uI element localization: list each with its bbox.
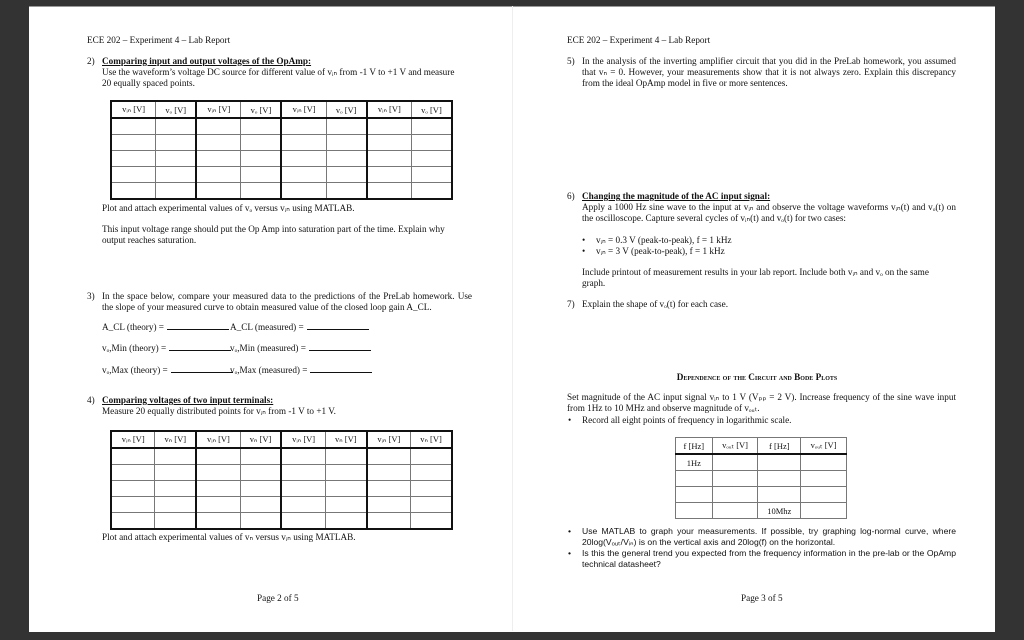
q5-text: In the analysis of the inverting amplifier circuit that you did in the PreLab homework, you assumed that vₙ = 0. However, your measurements show that it is not always zero. Explain this discrepancy from the ideal OpAmp model in five or more sentences.	[582, 56, 956, 88]
table-cell[interactable]	[758, 471, 801, 487]
table-cell[interactable]	[196, 183, 241, 200]
acl-measured-label: A_CL (measured) =	[230, 322, 369, 333]
table-cell[interactable]	[156, 183, 196, 200]
table-row	[111, 118, 452, 135]
table-cell[interactable]	[325, 465, 366, 481]
table-cell[interactable]	[155, 465, 196, 481]
table-row	[111, 497, 452, 513]
table-cell[interactable]	[111, 481, 155, 497]
table-cell[interactable]	[241, 151, 281, 167]
vo-max-theory-label: vₒ,Max (theory) =	[102, 365, 233, 376]
table-cell[interactable]	[155, 497, 196, 513]
bode-bullet: • Record all eight points of frequency in logarithmic scale.	[582, 415, 791, 426]
table-cell[interactable]	[281, 513, 325, 530]
page-footer: Page 3 of 5	[741, 593, 783, 603]
acl-theory-label: A_CL (theory) =	[102, 322, 229, 333]
table-row	[111, 135, 452, 151]
column-header: vₒᵤₜ [V]	[712, 438, 758, 455]
column-header: vₙ [V]	[411, 431, 452, 448]
table-cell[interactable]	[240, 481, 281, 497]
column-header: vᵢₙ [V]	[196, 101, 241, 118]
table-cell[interactable]	[326, 183, 366, 200]
column-header: vᵢₙ [V]	[111, 431, 155, 448]
table-cell[interactable]	[411, 481, 452, 497]
q2-saturation-text: This input voltage range should put the Op Amp into saturation part of the time. Explain why output reaches saturation.	[102, 224, 445, 245]
q6-title: Changing the magnitude of the AC input signal:	[582, 191, 771, 201]
q6-number: 6)	[567, 191, 575, 201]
column-header: vₙ [V]	[325, 431, 366, 448]
table-cell[interactable]	[196, 151, 241, 167]
table-cell[interactable]	[155, 513, 196, 530]
q2-line1: Use the waveform’s voltage DC source for different value of vᵢₙ from -1 V to +1 V and measure	[102, 67, 455, 77]
table-cell[interactable]	[156, 167, 196, 183]
table-cell[interactable]	[156, 151, 196, 167]
column-header: vᵢₙ [V]	[196, 431, 240, 448]
q6-bullet: • vᵢₙ = 3 V (peak-to-peak), f = 1 kHz	[596, 246, 725, 257]
table-cell[interactable]	[281, 465, 325, 481]
table-cell[interactable]	[801, 487, 847, 503]
column-header: vᵢₙ [V]	[281, 431, 325, 448]
bode-heading: Dependence of the Circuit and Bode Plots	[676, 372, 838, 382]
column-header: f [Hz]	[676, 438, 713, 455]
column-header: vᵢₙ [V]	[367, 101, 412, 118]
table-cell[interactable]	[676, 503, 713, 519]
table-cell[interactable]	[411, 465, 452, 481]
table-cell[interactable]	[326, 167, 366, 183]
column-header: vₒ [V]	[326, 101, 366, 118]
bode-bullet: • Is this the general trend you expected from the frequency information in the pre-lab or the OpAmp technical datasheet?	[582, 548, 956, 570]
table-cell[interactable]	[241, 118, 281, 135]
column-header: vₙ [V]	[240, 431, 281, 448]
vo-min-measured-label: vₒ,Min (measured) =	[230, 343, 371, 354]
bode-text: Set magnitude of the AC input signal vᵢₙ to 1 V (Vₚₚ = 2 V). Increase frequency of the sine wave input from 1Hz to 10 MHz and observe magnitude of vₒᵤₜ.	[567, 392, 956, 413]
table-cell[interactable]	[411, 151, 452, 167]
table-cell[interactable]	[367, 118, 412, 135]
table-cell[interactable]	[196, 513, 240, 530]
table-row	[676, 487, 847, 503]
table-row	[676, 503, 847, 519]
q3-text: In the space below, compare your measured data to the predictions of the PreLab homework. Use the slope of your measured curve to obtain measured value of the closed loop gain A_CL.	[102, 291, 472, 312]
table-cell[interactable]	[801, 471, 847, 487]
table-cell[interactable]	[801, 503, 847, 519]
column-header: vᵢₙ [V]	[367, 431, 411, 448]
vin-vn-table	[110, 430, 453, 530]
table-cell[interactable]	[367, 135, 412, 151]
table-cell[interactable]	[712, 503, 758, 519]
table-row	[111, 481, 452, 497]
table-cell[interactable]	[111, 118, 156, 135]
column-header: vₒ [V]	[411, 101, 452, 118]
q4-title: Comparing voltages of two input terminals:	[102, 395, 274, 405]
table-cell[interactable]	[712, 454, 758, 471]
table-cell[interactable]	[196, 481, 240, 497]
page-header: ECE 202 – Experiment 4 – Lab Report	[87, 35, 231, 45]
q4-line1: Measure 20 equally distributed points for vᵢₙ from -1 V to +1 V.	[102, 406, 336, 416]
table-cell[interactable]	[367, 448, 411, 465]
table-cell[interactable]	[196, 135, 241, 151]
table-cell[interactable]	[281, 135, 326, 151]
table-cell[interactable]	[281, 183, 326, 200]
table-row	[111, 167, 452, 183]
table-cell[interactable]	[758, 454, 801, 471]
q3-number: 3)	[87, 291, 95, 301]
column-header: vₒ [V]	[156, 101, 196, 118]
bode-bullet: • Use MATLAB to graph your measurements. If possible, try graphing log-normal curve, where 20log(Vₒᵤₜ/Vᵢₙ) is on the vertical axis and 20log(f) on the horizontal.	[582, 526, 956, 548]
table-row	[676, 454, 847, 471]
table-cell[interactable]	[758, 487, 801, 503]
table-row	[111, 151, 452, 167]
table-cell[interactable]	[156, 118, 196, 135]
table-cell[interactable]	[111, 135, 156, 151]
column-header: f [Hz]	[758, 438, 801, 455]
table-cell[interactable]	[196, 465, 240, 481]
table-cell[interactable]	[676, 487, 713, 503]
q2-line2: 20 equally spaced points.	[102, 78, 195, 88]
table-cell[interactable]	[196, 118, 241, 135]
table-cell[interactable]	[111, 151, 156, 167]
vo-max-measured-label: vₒ,Max (measured) =	[230, 365, 372, 376]
table-cell[interactable]	[411, 183, 452, 200]
table-row	[111, 513, 452, 530]
q2-number: 2)	[87, 56, 95, 66]
page-divider	[512, 6, 513, 631]
q5-number: 5)	[567, 56, 575, 66]
q2-title: Comparing input and output voltages of the OpAmp:	[102, 56, 312, 66]
table-cell[interactable]	[111, 465, 155, 481]
table-cell[interactable]	[367, 183, 412, 200]
table-cell[interactable]	[241, 167, 281, 183]
table-cell[interactable]	[411, 497, 452, 513]
table-cell[interactable]	[281, 118, 326, 135]
table-cell[interactable]	[196, 497, 240, 513]
table-cell[interactable]	[156, 135, 196, 151]
table-row	[111, 448, 452, 465]
table-cell[interactable]	[367, 513, 411, 530]
q4-plot-text: Plot and attach experimental values of vₙ versus vᵢₙ using MATLAB.	[102, 532, 356, 542]
table-cell[interactable]	[367, 167, 412, 183]
table-cell[interactable]	[411, 448, 452, 465]
table-cell[interactable]	[281, 448, 325, 465]
table-cell[interactable]	[325, 481, 366, 497]
q6-bullet: • vᵢₙ = 0.3 V (peak-to-peak), f = 1 kHz	[596, 235, 732, 246]
table-cell[interactable]	[196, 448, 240, 465]
table-cell[interactable]	[240, 465, 281, 481]
table-cell[interactable]	[240, 497, 281, 513]
table-cell[interactable]	[281, 167, 326, 183]
table-cell[interactable]	[281, 497, 325, 513]
column-header: vᵢₙ [V]	[281, 101, 326, 118]
table-cell[interactable]	[111, 183, 156, 200]
table-cell[interactable]	[367, 497, 411, 513]
table-cell[interactable]	[111, 448, 155, 465]
table-cell[interactable]	[155, 448, 196, 465]
column-header: vₒᵤₜ [V]	[801, 438, 847, 455]
table-cell[interactable]	[712, 471, 758, 487]
table-row	[111, 183, 452, 200]
table-cell[interactable]	[241, 183, 281, 200]
table-cell[interactable]: 10Mhz	[758, 503, 801, 519]
q6-text: Apply a 1000 Hz sine wave to the input at vᵢₙ and observe the voltage waveforms vᵢₙ(t) and vₒ(t) on the oscilloscope. Capture several cycles of vᵢₙ(t) and vₒ(t) for two cases:	[582, 202, 956, 223]
table-cell[interactable]	[411, 135, 452, 151]
column-header: vₒ [V]	[241, 101, 281, 118]
table-cell[interactable]	[676, 471, 713, 487]
q6-include-text: Include printout of measurement results in your lab report. Include both vᵢₙ and vₒ on the same graph.	[582, 267, 929, 288]
table-cell[interactable]	[325, 448, 366, 465]
q4-number: 4)	[87, 395, 95, 405]
q2-plot-text: Plot and attach experimental values of vₒ versus vᵢₙ using MATLAB.	[102, 203, 355, 213]
column-header: vᵢₙ [V]	[111, 101, 156, 118]
vin-vo-table	[110, 100, 453, 200]
table-cell[interactable]	[801, 454, 847, 471]
table-row	[676, 471, 847, 487]
table-cell[interactable]	[367, 481, 411, 497]
table-cell[interactable]	[111, 497, 155, 513]
table-cell[interactable]	[241, 135, 281, 151]
table-cell[interactable]	[111, 167, 156, 183]
table-cell[interactable]	[411, 118, 452, 135]
page-header: ECE 202 – Experiment 4 – Lab Report	[567, 35, 711, 45]
vo-min-theory-label: vₒ,Min (theory) =	[102, 343, 231, 354]
table-cell[interactable]	[411, 513, 452, 530]
table-cell[interactable]	[325, 513, 366, 530]
table-cell[interactable]	[155, 481, 196, 497]
table-cell[interactable]	[367, 465, 411, 481]
table-cell[interactable]	[326, 151, 366, 167]
frequency-table	[675, 437, 847, 519]
table-cell[interactable]	[326, 135, 366, 151]
table-cell[interactable]	[240, 448, 281, 465]
table-cell[interactable]	[367, 151, 412, 167]
table-cell[interactable]	[240, 513, 281, 530]
table-cell[interactable]: 1Hz	[676, 454, 713, 471]
table-row	[111, 465, 452, 481]
table-cell[interactable]	[325, 497, 366, 513]
table-cell[interactable]	[196, 167, 241, 183]
column-header: vₙ [V]	[155, 431, 196, 448]
table-cell[interactable]	[281, 151, 326, 167]
table-cell[interactable]	[281, 481, 325, 497]
q7-text: Explain the shape of vₒ(t) for each case.	[582, 299, 729, 309]
table-cell[interactable]	[326, 118, 366, 135]
q7-number: 7)	[567, 299, 575, 309]
table-cell[interactable]	[411, 167, 452, 183]
table-cell[interactable]	[712, 487, 758, 503]
page-footer: Page 2 of 5	[257, 593, 299, 603]
table-cell[interactable]	[111, 513, 155, 530]
